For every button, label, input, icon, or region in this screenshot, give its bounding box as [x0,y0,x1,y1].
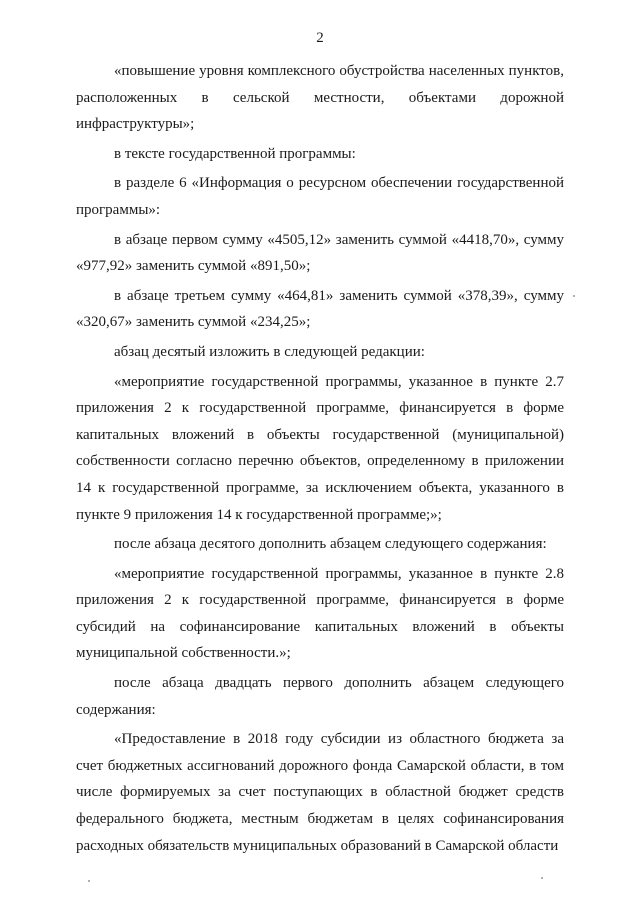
paragraph-after-tenth: после абзаца десятого дополнить абзацем следующего содержания: [114,536,547,553]
paragraph-measure-2-8: «мероприятие государственной программы, указанное в пункте 2.8 приложения 2 к государственной программе, финансируется в форме субсидий на софинансирование капитальных вложений в объекты муниципальной собственности.»; [76,565,564,662]
paragraph-program-text: в тексте государственной программы: [114,145,356,162]
paragraph-quote-infrastructure: «повышение уровня комплексного обустройства населенных пунктов, расположенных в сельской местности, объектами дорожной инфраструктуры»; [76,63,564,133]
paragraph-first-abzac: в абзаце первом сумму «4505,12» заменить суммой «4418,70», сумму «977,92» заменить суммой «891,50»; [76,231,564,275]
paragraph-third-abzac: в абзаце третьем сумму «464,81» заменить суммой «378,39», сумму «320,67» заменить суммой «234,25»; [76,287,564,331]
document-body [76,58,564,859]
scan-speck [541,877,543,879]
paragraph-section-6: в разделе 6 «Информация о ресурсном обеспечении государственной программы»: [76,175,564,218]
page-number: 2 [316,30,324,46]
paragraph-tenth-abzac: абзац десятый изложить в следующей редакции: [114,343,425,360]
paragraph-subsidy-2018: «Предоставление в 2018 году субсидии из областного бюджета за счет бюджетных ассигнований дорожного фонда Самарской области, в том числе формируемых за счет поступающих в областной бюджет средств федерального бюджета, местным бюджетам в целях софинансирования расходных обязательств муниципальных образований в Самарской области [76,731,564,854]
scan-speck [88,880,90,882]
paragraph-measure-2-7: «мероприятие государственной программы, указанное в пункте 2.7 приложения 2 к государственной программе, финансируется в форме капитальных вложений в объекты государственной (муниципальной) собственности согласно перечню объектов, определенному в приложении 14 к государственной программе, за исключением объекта, указанного в пункте 9 приложения 14 к государственной программе;»; [76,373,564,523]
paragraph-after-twenty-first: после абзаца двадцать первого дополнить абзацем следующего содержания: [76,675,564,718]
scan-speck [573,295,575,297]
